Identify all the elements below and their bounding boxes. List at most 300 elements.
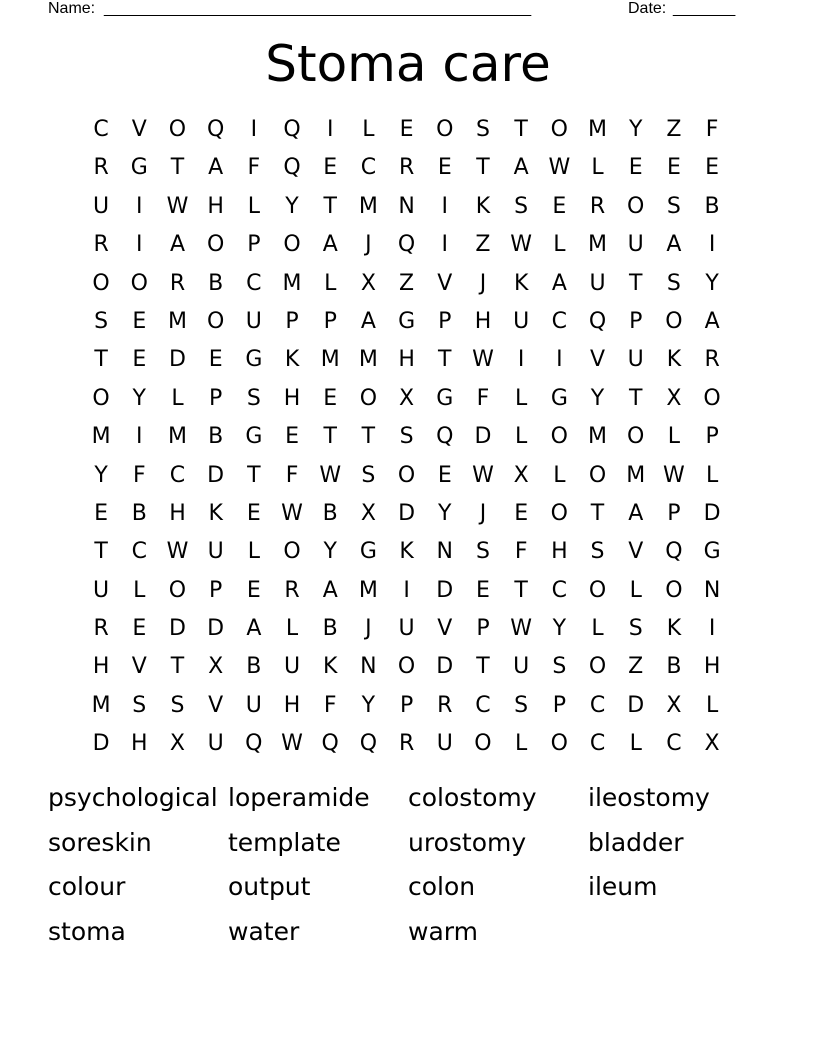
grid-letter: T <box>323 193 337 219</box>
grid-letter: T <box>247 462 261 488</box>
grid-letter: C <box>551 577 568 603</box>
grid-letter: P <box>552 692 566 718</box>
grid-letter: R <box>93 155 109 181</box>
word-bank-item: stoma <box>48 916 126 946</box>
grid-letter: Z <box>666 117 682 142</box>
grid-letter: E <box>246 577 261 603</box>
grid-letter: T <box>476 654 490 680</box>
grid-letter: M <box>282 270 302 296</box>
grid-letter: W <box>510 616 533 642</box>
grid-letter: S <box>590 539 605 565</box>
grid-letter: Q <box>283 155 301 181</box>
grid-letter: K <box>208 500 223 526</box>
grid-letter: O <box>168 117 187 142</box>
grid-letter: L <box>324 270 337 296</box>
grid-letter: C <box>589 692 606 718</box>
grid-letter: A <box>551 270 567 296</box>
grid-letter: E <box>437 462 452 488</box>
grid-letter: U <box>93 577 110 603</box>
grid-letter: D <box>474 424 492 450</box>
grid-letter: U <box>245 692 262 718</box>
grid-letter: R <box>398 155 415 181</box>
grid-letter: E <box>208 347 223 373</box>
grid-letter: C <box>131 539 147 565</box>
grid-letter: O <box>397 462 416 488</box>
grid-letter: G <box>703 539 721 565</box>
grid-letter: M <box>588 232 608 258</box>
name-label: Name: <box>48 0 96 17</box>
grid-letter: H <box>283 692 301 718</box>
grid-letter: I <box>136 424 143 450</box>
grid-letter: X <box>704 731 720 757</box>
grid-letter: T <box>514 577 528 603</box>
grid-letter: W <box>319 462 342 488</box>
grid-letter: H <box>474 308 492 334</box>
grid-letter: O <box>397 654 416 680</box>
header <box>48 0 748 20</box>
grid-letter: W <box>166 193 189 219</box>
grid-letter: E <box>94 500 109 526</box>
grid-letter: U <box>589 270 606 296</box>
grid-letter: S <box>399 424 414 450</box>
grid-letter: Q <box>245 731 263 757</box>
word-search-grid <box>82 111 732 764</box>
grid-letter: U <box>245 308 262 334</box>
grid-letter: I <box>250 117 258 142</box>
grid-letter: K <box>475 193 491 219</box>
grid-letter: C <box>551 308 568 334</box>
grid-letter: H <box>169 500 186 526</box>
grid-letter: F <box>132 462 146 488</box>
grid-letter: O <box>627 193 645 219</box>
grid-letter: F <box>323 692 337 718</box>
grid-letter: Q <box>206 117 225 142</box>
word-bank-item: output <box>228 872 311 901</box>
grid-letter: E <box>705 155 720 181</box>
grid-letter: F <box>514 539 528 565</box>
grid-letter: T <box>361 424 376 450</box>
grid-letter: P <box>399 692 414 718</box>
grid-letter: J <box>479 270 487 296</box>
grid-letter: V <box>590 347 606 373</box>
grid-letter: T <box>323 424 337 450</box>
grid-letter: V <box>437 270 453 296</box>
grid-letter: Y <box>285 193 299 219</box>
grid-letter: X <box>666 692 682 718</box>
grid-letter: I <box>441 193 449 219</box>
date-blank-line: _______ <box>673 0 736 17</box>
grid-letter: L <box>515 731 528 757</box>
grid-letter: U <box>283 654 301 680</box>
grid-letter: M <box>588 424 608 450</box>
grid-letter: B <box>322 500 338 526</box>
word-bank-item: urostomy <box>408 827 527 857</box>
grid-letter: S <box>514 193 529 219</box>
grid-letter: G <box>245 424 263 450</box>
grid-letter: S <box>94 308 109 334</box>
grid-letter: E <box>132 347 147 373</box>
word-bank-item: colostomy <box>408 783 537 812</box>
grid-letter: Q <box>359 731 378 757</box>
grid-letter: V <box>628 539 644 565</box>
word-bank-item: psychological <box>48 783 218 812</box>
grid-letter: G <box>245 347 263 373</box>
grid-letter: O <box>359 385 378 411</box>
grid-letter: L <box>705 462 719 488</box>
word-bank-item: ileum <box>588 872 658 901</box>
grid-letter: G <box>550 385 568 411</box>
grid-letter: R <box>704 347 720 373</box>
grid-letter: L <box>247 539 260 565</box>
grid-letter: I <box>136 193 143 219</box>
grid-letter: E <box>246 500 261 526</box>
word-bank-item: colon <box>408 872 476 901</box>
grid-letter: O <box>550 424 568 450</box>
word-bank-item: water <box>228 916 300 946</box>
grid-letter: S <box>514 692 529 718</box>
grid-letter: B <box>246 654 262 680</box>
grid-letter: B <box>208 270 224 296</box>
grid-letter: N <box>703 577 721 603</box>
grid-letter: O <box>436 117 454 142</box>
grid-letter: Y <box>94 462 108 488</box>
grid-letter: Q <box>283 117 301 142</box>
grid-letter: B <box>208 424 224 450</box>
grid-letter: X <box>360 500 376 526</box>
grid-letter: B <box>704 193 720 219</box>
grid-letter: U <box>513 654 530 680</box>
grid-letter: N <box>436 539 454 565</box>
grid-letter: R <box>437 692 453 718</box>
grid-letter: R <box>93 616 109 642</box>
grid-letter: V <box>208 692 224 718</box>
grid-letter: U <box>398 616 415 642</box>
grid-letter: A <box>628 500 644 526</box>
grid-letter: W <box>281 731 303 757</box>
grid-letter: U <box>627 347 644 373</box>
grid-letter: M <box>358 577 378 603</box>
grid-letter: L <box>515 385 528 411</box>
grid-letter: A <box>246 616 262 642</box>
grid-letter: O <box>550 117 568 142</box>
grid-letter: O <box>588 462 607 488</box>
grid-letter: E <box>552 193 567 219</box>
grid-letter: C <box>666 731 682 757</box>
grid-letter: E <box>476 577 490 603</box>
grid-letter: N <box>360 654 377 680</box>
grid-letter: S <box>170 692 185 718</box>
word-bank-item: loperamide <box>228 783 370 812</box>
grid-letter: E <box>132 616 147 642</box>
word-bank-item: soreskin <box>48 827 152 857</box>
grid-letter: P <box>323 308 337 334</box>
grid-letter: K <box>666 616 682 642</box>
grid-letter: A <box>322 577 338 603</box>
grid-letter: E <box>399 117 414 142</box>
grid-letter: H <box>703 654 721 680</box>
grid-letter: R <box>93 232 109 258</box>
grid-letter: K <box>323 654 338 680</box>
grid-letter: I <box>517 347 525 373</box>
grid-letter: E <box>514 500 529 526</box>
grid-letter: L <box>171 385 184 411</box>
word-bank-item: colour <box>48 872 126 901</box>
grid-letter: P <box>705 424 719 450</box>
grid-letter: P <box>209 577 223 603</box>
grid-letter: Q <box>321 731 339 757</box>
grid-letter: S <box>666 270 681 296</box>
grid-letter: T <box>628 385 643 411</box>
grid-letter: S <box>475 539 490 565</box>
grid-letter: A <box>322 232 338 258</box>
grid-letter: M <box>167 424 187 450</box>
grid-letter: I <box>708 232 716 258</box>
grid-letter: O <box>550 500 568 526</box>
grid-letter: K <box>666 347 682 373</box>
word-bank-item: template <box>228 827 341 857</box>
grid-letter: Y <box>323 539 337 565</box>
grid-letter: U <box>436 731 453 757</box>
grid-letter: L <box>285 616 299 642</box>
grid-letter: G <box>436 385 454 411</box>
grid-letter: I <box>441 232 449 258</box>
grid-letter: Z <box>628 654 644 680</box>
grid-letter: U <box>93 193 110 219</box>
grid-letter: J <box>365 232 372 258</box>
grid-letter: P <box>209 385 223 411</box>
grid-letter: O <box>283 539 301 565</box>
grid-letter: W <box>472 462 494 488</box>
grid-letter: O <box>168 577 187 603</box>
grid-letter: P <box>629 308 643 334</box>
grid-letter: P <box>476 616 490 642</box>
grid-letter: O <box>206 232 225 258</box>
grid-letter: Y <box>590 385 605 411</box>
grid-letter: X <box>513 462 529 488</box>
grid-letter: O <box>588 577 607 603</box>
grid-letter: M <box>358 347 378 373</box>
grid-letter: F <box>285 462 299 488</box>
grid-letter: T <box>170 155 185 181</box>
grid-letter: O <box>627 424 645 450</box>
grid-letter: L <box>705 692 719 718</box>
grid-letter: E <box>628 155 643 181</box>
grid-letter: O <box>92 385 110 411</box>
grid-letter: A <box>169 232 185 258</box>
grid-letter: G <box>359 539 377 565</box>
grid-letter: M <box>320 347 340 373</box>
grid-letter: T <box>438 347 452 373</box>
grid-letter: Q <box>588 308 607 334</box>
grid-letter: P <box>247 232 261 258</box>
grid-letter: K <box>513 270 529 296</box>
grid-letter: S <box>361 462 376 488</box>
grid-letter: B <box>322 616 338 642</box>
grid-letter: L <box>362 117 375 142</box>
grid-letter: N <box>398 193 415 219</box>
word-bank-item: bladder <box>588 827 684 857</box>
grid-letter: O <box>474 731 492 757</box>
grid-letter: L <box>247 193 260 219</box>
date-label: Date: <box>628 0 667 17</box>
grid-letter: Y <box>552 616 567 642</box>
grid-letter: J <box>365 616 372 642</box>
grid-letter: E <box>437 155 452 181</box>
grid-letter: S <box>475 117 490 142</box>
grid-letter: X <box>399 385 415 411</box>
grid-letter: X <box>208 654 224 680</box>
grid-letter: O <box>283 232 301 258</box>
grid-letter: R <box>398 731 415 757</box>
grid-letter: W <box>472 347 494 373</box>
grid-letter: D <box>436 654 454 680</box>
grid-letter: H <box>92 654 110 680</box>
grid-letter: C <box>169 462 186 488</box>
grid-letter: O <box>206 308 225 334</box>
grid-letter: W <box>281 500 303 526</box>
name-blank-line: ________________________________________________ <box>104 0 532 17</box>
grid-letter: F <box>247 155 261 181</box>
grid-letter: D <box>168 616 186 642</box>
grid-letter: D <box>627 692 645 718</box>
grid-letter: G <box>130 155 148 181</box>
grid-letter: O <box>92 270 110 296</box>
grid-letter: E <box>132 308 147 334</box>
grid-letter: O <box>665 308 683 334</box>
grid-letter: H <box>551 539 568 565</box>
word-bank <box>48 778 768 956</box>
grid-letter: B <box>131 500 147 526</box>
grid-letter: X <box>666 385 682 411</box>
grid-letter: E <box>285 424 299 450</box>
grid-letter: C <box>589 731 606 757</box>
grid-letter: C <box>246 270 262 296</box>
grid-letter: O <box>703 385 721 411</box>
grid-letter: Y <box>361 692 376 718</box>
grid-letter: U <box>207 539 224 565</box>
grid-letter: U <box>207 731 224 757</box>
grid-letter: O <box>130 270 148 296</box>
grid-letter: Y <box>132 385 146 411</box>
grid-letter: S <box>666 193 681 219</box>
grid-letter: L <box>629 731 642 757</box>
grid-letter: Q <box>665 539 683 565</box>
grid-letter: M <box>91 424 111 450</box>
grid-letter: T <box>514 117 528 142</box>
grid-letter: P <box>667 500 681 526</box>
grid-letter: E <box>323 155 338 181</box>
grid-letter: C <box>93 117 109 142</box>
grid-letter: L <box>553 462 566 488</box>
grid-letter: O <box>665 577 683 603</box>
grid-letter: L <box>629 577 642 603</box>
grid-letter: R <box>284 577 300 603</box>
page-title: Stoma care <box>265 35 551 93</box>
grid-letter: K <box>284 347 300 373</box>
grid-letter: H <box>398 347 415 373</box>
grid-letter: A <box>666 232 682 258</box>
grid-letter: Z <box>399 270 415 296</box>
grid-letter: D <box>703 500 721 526</box>
grid-letter: K <box>399 539 414 565</box>
grid-letter: Y <box>628 117 643 142</box>
grid-letter: D <box>92 731 110 757</box>
word-bank-item: ileostomy <box>588 783 710 812</box>
grid-letter: T <box>94 539 108 565</box>
grid-letter: J <box>479 500 487 526</box>
grid-letter: Q <box>397 232 416 258</box>
grid-letter: L <box>133 577 146 603</box>
grid-letter: I <box>136 232 143 258</box>
grid-letter: H <box>131 731 148 757</box>
grid-letter: M <box>167 308 187 334</box>
grid-letter: W <box>548 155 571 181</box>
grid-letter: W <box>510 232 533 258</box>
grid-letter: O <box>550 731 568 757</box>
grid-letter: Y <box>438 500 452 526</box>
grid-letter: V <box>131 117 147 142</box>
grid-letter: V <box>437 616 453 642</box>
grid-letter: X <box>169 731 185 757</box>
grid-letter: H <box>207 193 224 219</box>
grid-letter: L <box>591 616 604 642</box>
grid-letter: E <box>323 385 338 411</box>
grid-letter: Z <box>475 232 491 258</box>
grid-letter: L <box>553 232 566 258</box>
grid-letter: T <box>170 654 185 680</box>
grid-letter: P <box>438 308 452 334</box>
grid-letter: P <box>285 308 299 334</box>
grid-letter: F <box>705 117 719 142</box>
grid-letter: C <box>360 155 377 181</box>
grid-letter: I <box>556 347 563 373</box>
grid-letter: V <box>131 654 147 680</box>
word-bank-item: warm <box>408 916 478 946</box>
grid-letter: O <box>588 654 607 680</box>
grid-letter: D <box>207 616 225 642</box>
grid-letter: L <box>515 424 528 450</box>
grid-letter: R <box>169 270 186 296</box>
grid-letter: H <box>283 385 301 411</box>
grid-letter: F <box>476 385 490 411</box>
grid-letter: D <box>436 577 454 603</box>
grid-letter: L <box>591 155 604 181</box>
grid-letter: S <box>246 385 261 411</box>
grid-letter: W <box>166 539 189 565</box>
grid-letter: G <box>398 308 416 334</box>
grid-letter: X <box>360 270 376 296</box>
grid-letter: E <box>666 155 681 181</box>
grid-letter: D <box>398 500 416 526</box>
grid-letter: T <box>628 270 643 296</box>
grid-letter: U <box>513 308 530 334</box>
grid-letter: M <box>358 193 378 219</box>
grid-letter: W <box>663 462 685 488</box>
grid-letter: C <box>475 692 491 718</box>
grid-letter: D <box>168 347 186 373</box>
grid-letter: M <box>91 692 111 718</box>
grid-letter: A <box>360 308 376 334</box>
grid-letter: M <box>588 117 608 142</box>
grid-letter: T <box>94 347 108 373</box>
grid-letter: S <box>132 692 147 718</box>
grid-letter: D <box>207 462 225 488</box>
grid-letter: S <box>628 616 643 642</box>
grid-letter: S <box>552 654 567 680</box>
grid-letter: Q <box>436 424 454 450</box>
grid-letter: A <box>208 155 224 181</box>
grid-letter: I <box>708 616 716 642</box>
